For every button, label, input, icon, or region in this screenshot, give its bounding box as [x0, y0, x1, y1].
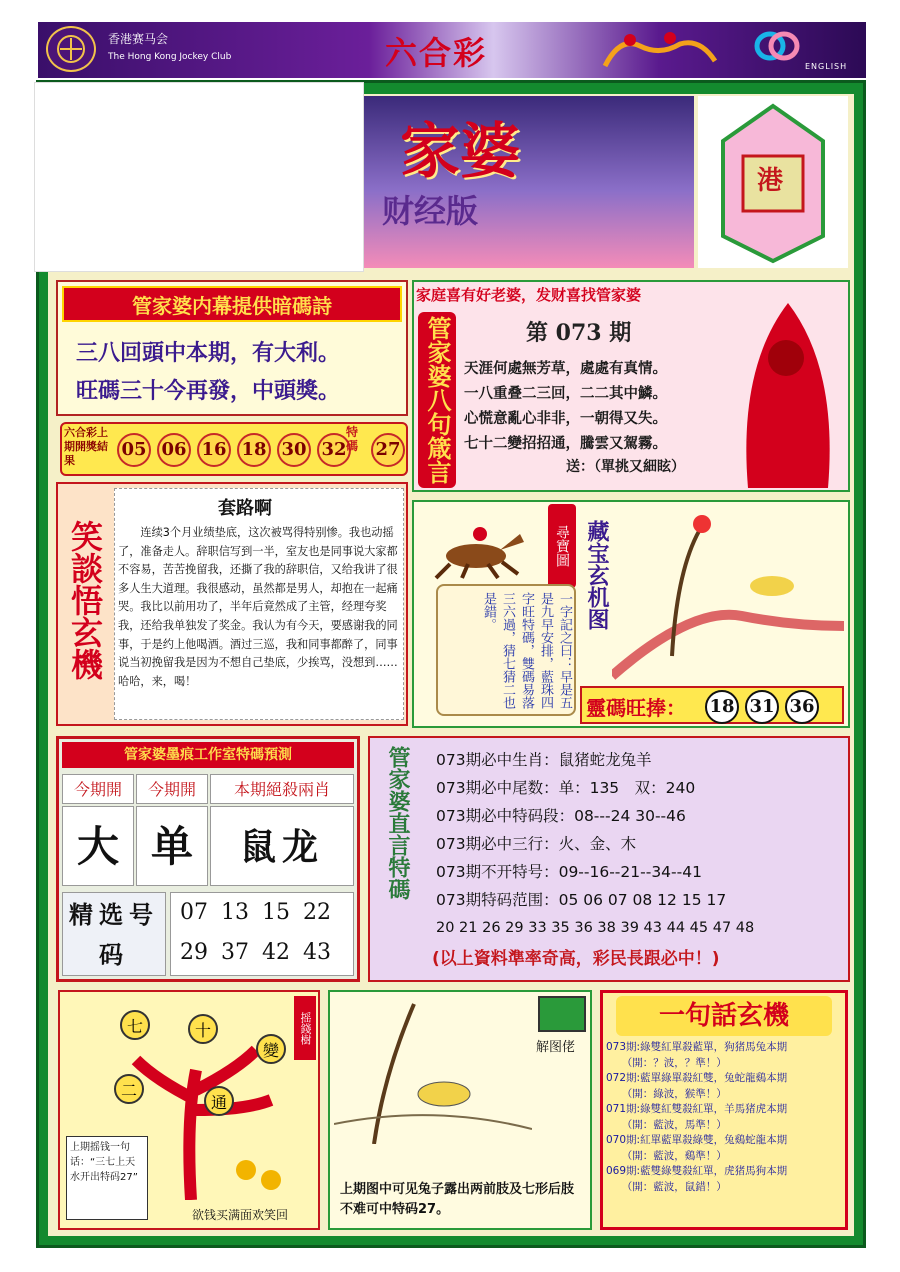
direct-line: 073期必中尾数：单：135 双：240	[436, 779, 696, 797]
phrase-entry: 070期:紅單藍單殺綠雙，兔鷄蛇龍本期 （開：藍波，鷄準！）	[606, 1134, 788, 1162]
poem-line: 心慌意亂心非非，一朝得又失。	[464, 410, 667, 427]
hot-numbers	[702, 690, 822, 724]
one-phrase-title: 一句話玄機	[616, 996, 832, 1036]
special-label: 特碼	[346, 425, 359, 453]
direct-line: 073期必中生肖：鼠猪蛇龙兔羊	[436, 751, 652, 769]
pick-number: 07	[180, 900, 208, 925]
result-ball: 30	[277, 433, 311, 467]
studio-pick-label: 精选号码	[62, 892, 166, 976]
phrase-entry: 069期:藍雙綠雙殺紅單，虎猪馬狗本期 （開：藍波，鼠錯！）	[606, 1165, 788, 1193]
pick-number: 15	[262, 900, 290, 925]
pick-number: 37	[221, 940, 249, 965]
racehorse-icon	[428, 520, 528, 580]
pick-number: 13	[221, 900, 249, 925]
lantern-badge: 港	[757, 166, 784, 196]
result-ball: 18	[237, 433, 271, 467]
result-ball: 32	[317, 433, 351, 467]
joke-body: 连续3个月业绩垫底，这次被骂得特别惨。我也动摇了，准备走人。辞职信写到一半，室友也是同事说大家都不容易，苦苦挽留我，还撕了我的辞职信，又给我讲了很多人生大道理。我很感动，虽然都是男人，却抱在一起痛哭。我比以前用功了，半年后竟然成了主管，经理夸奖我，还给我单独发了奖金。我认为有今天，要感谢我的同事，于是约上他喝酒。酒过三巡，我和同事都醉了，同事说当初挽留我是因为不想自己垫底，少挨骂，没想到……哈哈，来，喝！	[118, 526, 398, 688]
jockey-club-logo	[46, 26, 96, 72]
riddle-caption: 上期图中可见兔子露出两前肢及七形后肢不难可中特码27。	[340, 1182, 575, 1217]
eight-lines-header: 家庭喜有好老婆，发财喜找管家婆	[416, 286, 642, 304]
eight-lines-poem	[464, 356, 734, 456]
treasure-map-title: 藏宝玄机图	[584, 520, 610, 630]
pick-number: 29	[180, 940, 208, 965]
direct-side-title: 管家婆直言特碼	[385, 746, 411, 900]
game-title: 六合彩	[385, 34, 488, 72]
studio-col1-value: 大	[62, 806, 134, 886]
treasure-side-label: 尋寶圖	[548, 504, 576, 588]
special-number	[368, 433, 408, 467]
pick-number: 42	[262, 940, 290, 965]
direct-footer: (以上資料準率奇高，彩民長跟必中！)	[432, 949, 720, 969]
rabbit-map-image	[612, 506, 844, 682]
money-tree-label: 摇錢樹	[294, 996, 316, 1060]
riddle-badge-icon	[538, 996, 586, 1032]
studio-pick-row-1	[180, 900, 331, 925]
hot-ball: 36	[785, 690, 819, 724]
horse-racing-icon	[600, 26, 720, 74]
last-result-numbers	[114, 433, 354, 467]
special-ball: 27	[371, 433, 405, 467]
studio-col3-value: 鼠龙	[210, 806, 354, 886]
riddle-image	[334, 994, 532, 1144]
direct-line: 20 21 26 29 33 35 36 38 39 43 44 45 47 48	[436, 920, 755, 936]
result-ball: 05	[117, 433, 151, 467]
pick-number: 43	[303, 940, 331, 965]
one-phrase-list	[606, 1040, 844, 1195]
bride-image	[728, 288, 846, 488]
result-ball: 16	[197, 433, 231, 467]
hint-poem-line-1: 三八回頭中本期，有大利。	[76, 340, 341, 366]
studio-col2-head: 今期開	[136, 774, 208, 804]
direct-line: 073期必中特码段：08---24 30--46	[436, 807, 686, 825]
hint-poem-title: 管家婆内幕提供暗碼詩	[62, 286, 402, 322]
org-name-cn: 香港赛马会	[108, 32, 169, 46]
english-link[interactable]: ENGLISH	[805, 62, 848, 71]
hot-numbers-label: 靈碼旺捧：	[586, 696, 686, 720]
eight-lines-side-title: 管家婆八句箴言	[418, 312, 456, 488]
banner-title: 家婆	[400, 117, 520, 187]
money-tree-caption: 欲钱买满面欢笑回	[192, 1208, 289, 1222]
direct-line: 073期不开特号：09--16--21--34--41	[436, 863, 702, 881]
mark-six-logo-icon	[752, 30, 802, 62]
poem-line: 一八重叠二三回，二二其中鱗。	[464, 385, 667, 402]
tree-fruit: 七	[120, 1010, 150, 1040]
phrase-entry: 073期:綠雙紅單殺藍單，狗猪馬兔本期 （開：？波，？準！）	[606, 1041, 788, 1069]
poem-line: 七十二變招招通，騰雲又駕霧。	[464, 435, 667, 452]
studio-pick-row-2	[180, 940, 331, 965]
studio-col3-head: 本期絕殺兩肖	[210, 774, 354, 804]
hint-poem-line-2: 旺碼三十今再發，中頭獎。	[76, 378, 341, 404]
result-ball: 06	[157, 433, 191, 467]
treasure-scroll-text: 一字記之曰：早是五是九早安排，藍珠四字旺特碼，雙碼易落三六過，猜七猜二也是錯。	[481, 592, 572, 709]
studio-col1-head: 今期開	[62, 774, 134, 804]
pick-number: 22	[303, 900, 331, 925]
blank-overlay	[34, 82, 364, 272]
direct-line: 073期特码范围：05 06 07 08 12 15 17	[436, 891, 727, 909]
money-tree-note: 上期摇钱一句话：“三七上天水开出特码27”	[66, 1136, 148, 1220]
joke-side-title: 笑談悟玄機	[66, 520, 104, 680]
eight-lines-issue: 第 073 期	[526, 320, 632, 346]
poem-line: 天涯何處無芳草，處處有真情。	[464, 360, 667, 377]
tree-fruit: 變	[256, 1034, 286, 1064]
direct-line: 073期必中三行：火、金、木	[436, 835, 637, 853]
banner-subtitle: 财经版	[382, 192, 479, 230]
org-name-en: The Hong Kong Jockey Club	[108, 52, 232, 62]
eight-lines-gift: 送：（單挑又細眩）	[566, 459, 685, 475]
tree-fruit: 通	[204, 1086, 234, 1116]
studio-col2-value: 单	[136, 806, 208, 886]
hot-ball: 31	[745, 690, 779, 724]
joke-title: 套路啊	[218, 498, 272, 519]
hot-ball: 18	[705, 690, 739, 724]
phrase-entry: 072期:藍單綠單殺紅雙，兔蛇龍鷄本期 （開：綠波，猴準！）	[606, 1072, 788, 1100]
phrase-entry: 071期:綠雙紅雙殺紅單，羊馬猪虎本期 （開：藍波，馬準！）	[606, 1103, 788, 1131]
tree-fruit: 十	[188, 1014, 218, 1044]
studio-title: 管家婆墨痕工作室特碼預測	[62, 742, 354, 768]
direct-lines	[436, 746, 846, 942]
riddle-badge: 解图佬	[536, 1040, 576, 1055]
last-result-label: 六合彩上期開獎結果	[64, 426, 108, 467]
tree-fruit: 二	[114, 1074, 144, 1104]
